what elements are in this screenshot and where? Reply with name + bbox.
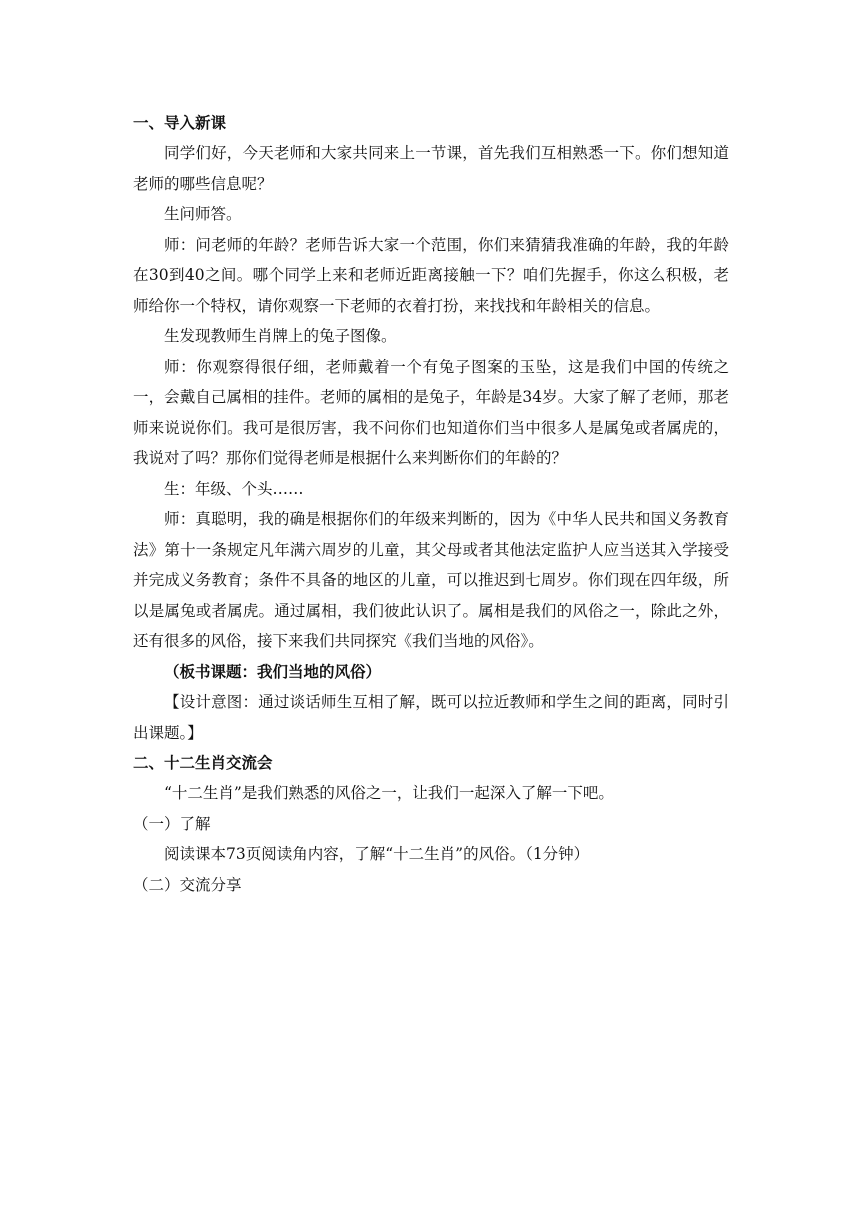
paragraph-rabbit-image: 生发现教师生肖牌上的兔子图像。	[164, 327, 397, 345]
paragraph-student-ask: 生问师答。	[164, 205, 242, 223]
design-intent: 【设计意图：通过谈话师生互相了解，既可以拉近教师和学生之间的距离，同时引出课题。】	[133, 693, 729, 742]
paragraph-zodiac-intro: “十二生肖”是我们熟悉的风俗之一，让我们一起深入了解一下吧。	[164, 784, 614, 802]
paragraph-reading: 阅读课本73页阅读角内容，了解“十二生肖”的风俗。（1分钟）	[164, 845, 590, 863]
subheading-share: （二）交流分享	[133, 875, 242, 894]
subheading-understand: （一）了解	[133, 814, 211, 833]
paragraph-teacher-observe: 师：你观察得很仔细，老师戴着一个有兔子图案的玉坠，这是我们中国的传统之一，会戴自己属相的挂件。老师的属相的是兔子，年龄是34岁。大家了解了老师，那老师来说说你们。我可是很厉害，我不问你们也知道你们当中很多人是属兔或者属虎的，我说对了吗？那你们觉得老师是根据什么来判断你们的年龄的？	[133, 357, 729, 467]
paragraph-teacher-law: 师：真聪明，我的确是根据你们的年级来判断的，因为《中华人民共和国义务教育法》第十一条规定凡年满六周岁的儿童，其父母或者其他法定监护人应当送其入学接受并完成义务教育；条件不具备的地区的儿童，可以推迟到七周岁。你们现在四年级，所以是属兔或者属虎。通过属相，我们彼此认识了。属相是我们的风俗之一，除此之外，还有很多的风俗，接下来我们共同探究《我们当地的风俗》。	[133, 510, 729, 650]
board-note: （板书课题：我们当地的风俗）	[164, 662, 382, 681]
section-heading-1: 一、导入新课	[133, 114, 227, 132]
paragraph-greeting: 同学们好，今天老师和大家共同来上一节课，首先我们互相熟悉一下。你们想知道老师的哪些信息呢？	[133, 144, 729, 193]
paragraph-student-answer: 生：年级、个头……	[164, 479, 304, 498]
document-body	[133, 108, 729, 900]
paragraph-teacher-age: 师：问老师的年龄？老师告诉大家一个范围，你们来猜猜我准确的年龄，我的年龄在30到40之间。哪个同学上来和老师近距离接触一下？咱们先握手，你这么积极，老师给你一个特权，请你观察一下老师的衣着打扮，来找找和年龄相关的信息。	[133, 235, 729, 315]
section-heading-2: 二、十二生肖交流会	[133, 754, 273, 772]
